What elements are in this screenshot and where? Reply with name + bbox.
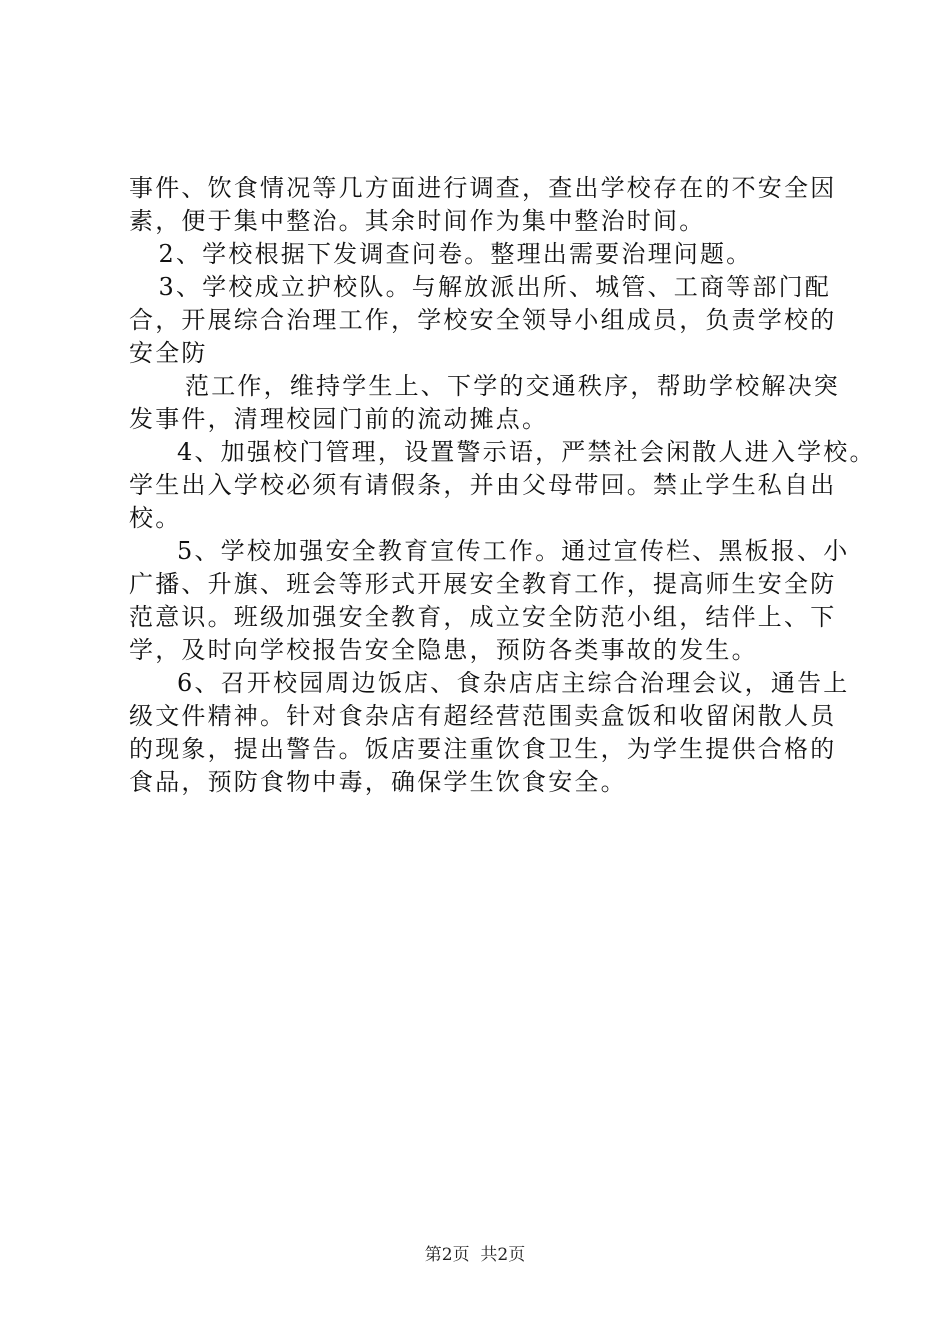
text-line: 级文件精神。针对食杂店有超经营范围卖盒饭和收留闲散人员: [129, 702, 837, 730]
text-line: 6、召开校园周边饭店、食杂店店主综合治理会议，通告上: [177, 669, 850, 697]
document-body: [129, 172, 876, 799]
page-footer: [0, 1244, 950, 1266]
text-line: 合，开展综合治理工作，学校安全领导小组成员，负责学校的: [129, 306, 837, 334]
text-line: 安全防: [129, 339, 208, 367]
text-line: 3、学校成立护校队。与解放派出所、城管、工商等部门配: [158, 273, 831, 301]
text-line: 范意识。班级加强安全教育，成立安全防范小组，结伴上、下: [129, 603, 837, 631]
text-line: 2、学校根据下发调查问卷。整理出需要治理问题。: [158, 240, 753, 268]
text-line: 4、加强校门管理，设置警示语，严禁社会闲散人进入学校。: [177, 438, 876, 466]
text-line: 的现象，提出警告。饭店要注重饮食卫生，为学生提供合格的: [129, 735, 837, 763]
page-number-label: 第2页 共2页: [424, 1245, 526, 1265]
text-line: 素，便于集中整治。其余时间作为集中整治时间。: [129, 207, 706, 235]
text-line: 学，及时向学校报告安全隐患，预防各类事故的发生。: [129, 636, 758, 664]
text-line: 范工作，维持学生上、下学的交通秩序，帮助学校解决突: [185, 372, 840, 400]
text-line: 事件、饮食情况等几方面进行调查，查出学校存在的不安全因: [129, 174, 837, 202]
text-line: 广播、升旗、班会等形式开展安全教育工作，提高师生安全防: [129, 570, 837, 598]
text-line: 学生出入学校必须有请假条，并由父母带回。禁止学生私自出: [129, 471, 837, 499]
text-line: 校。: [129, 504, 182, 532]
text-line: 食品，预防食物中毒，确保学生饮食安全。: [129, 768, 627, 796]
text-line: 发事件，清理校园门前的流动摊点。: [129, 405, 549, 433]
text-line: 5、学校加强安全教育宣传工作。通过宣传栏、黑板报、小: [177, 537, 850, 565]
